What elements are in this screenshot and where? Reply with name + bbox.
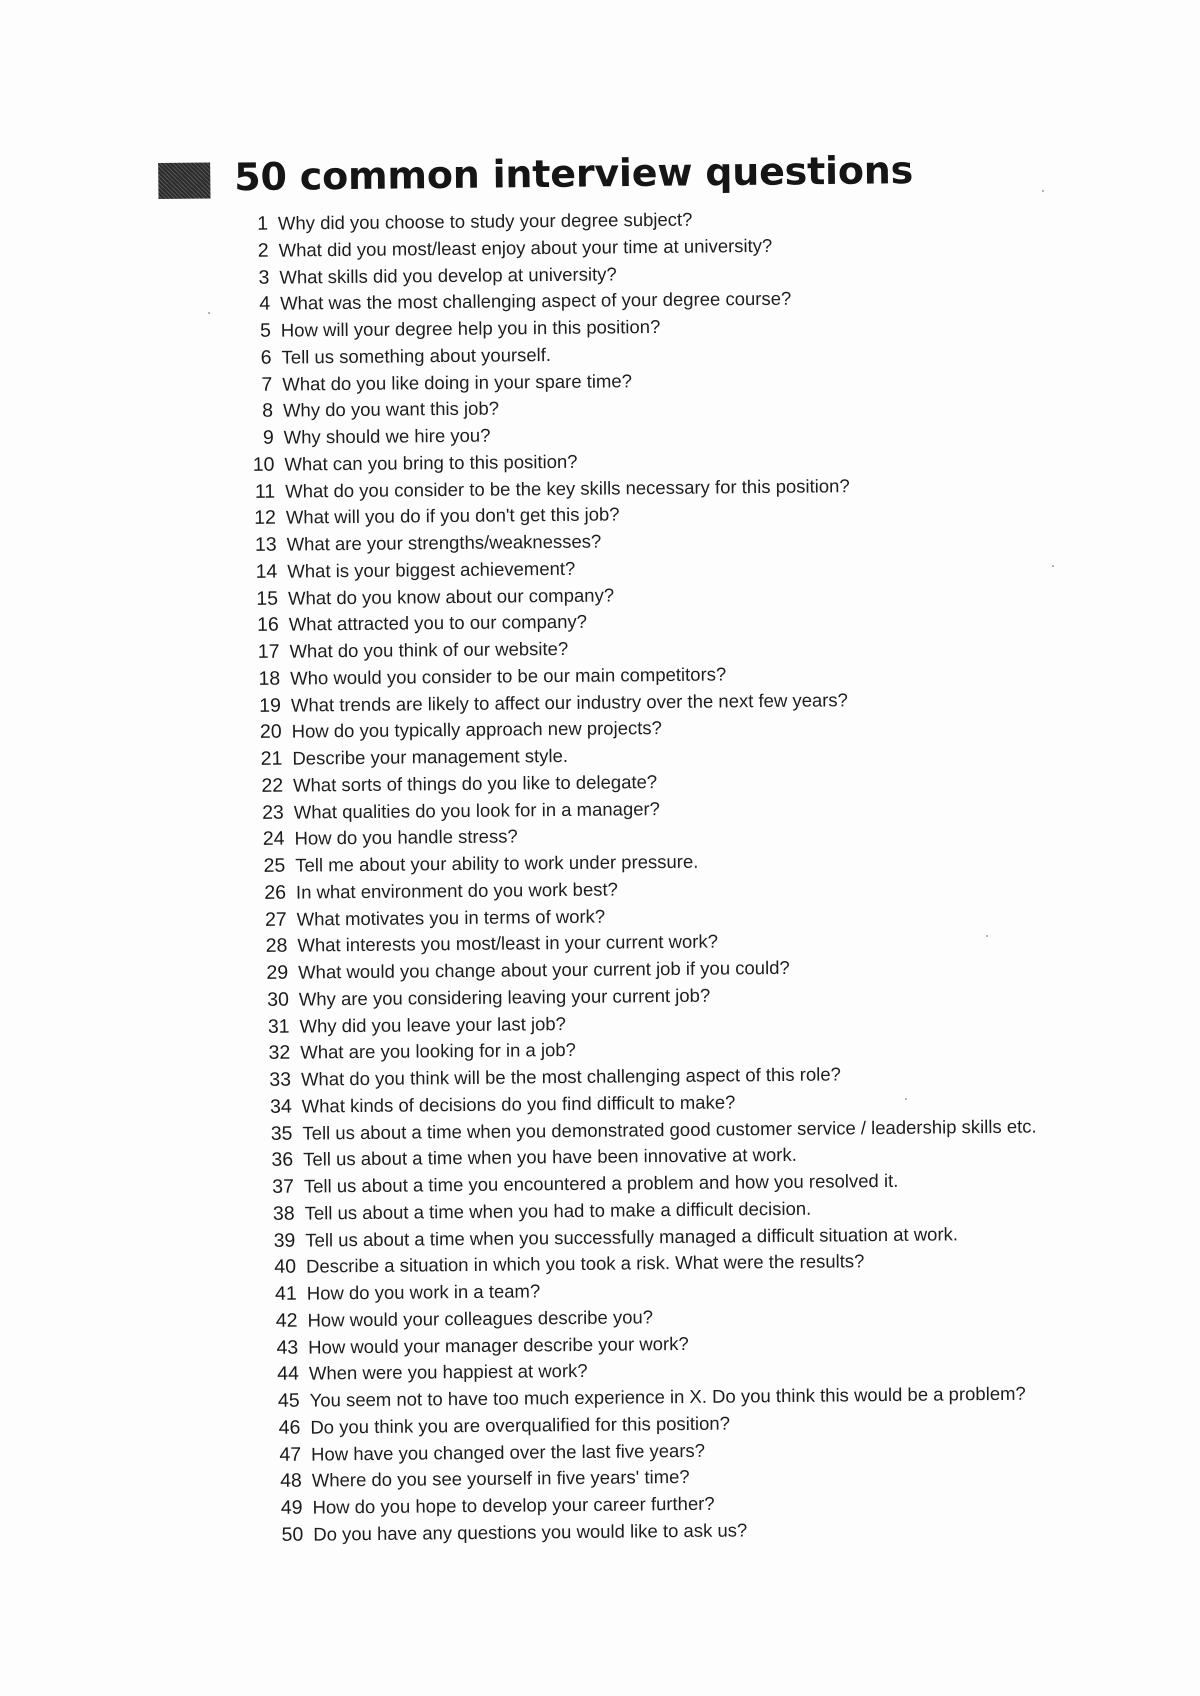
scan-speck [905, 1098, 907, 1100]
question-text: What do you consider to be the key skills necessary for this position? [285, 474, 850, 502]
question-number: 5 [259, 319, 271, 342]
question-number: 9 [262, 426, 274, 449]
question-text: What motivates you in terms of work? [296, 905, 606, 930]
question-text: How have you changed over the last five years? [311, 1439, 706, 1465]
question-number: 31 [267, 1015, 290, 1038]
question-list [234, 208, 1094, 1549]
question-number: 47 [279, 1443, 302, 1466]
page-heading [158, 141, 1059, 210]
question-text: Do you have any questions you would like to ask us? [313, 1519, 748, 1545]
question-number: 4 [259, 292, 271, 316]
question-text: What do you think of our website? [289, 637, 569, 662]
question-text: Describe a situation in which you took a risk. What were the results? [305, 1250, 865, 1277]
question-number: 15 [256, 587, 279, 610]
question-number: 50 [281, 1523, 304, 1546]
question-number: 16 [256, 613, 279, 637]
question-text: Who would you consider to be our main competitors? [290, 663, 727, 689]
question-text: Tell us something about yourself. [281, 343, 552, 368]
question-number: 23 [262, 801, 284, 824]
question-text: What do you like doing in your spare time? [282, 369, 633, 395]
question-text: What would you change about your current job if you could? [298, 956, 790, 983]
question-text: How will your degree help you in this position? [280, 315, 661, 341]
question-number: 46 [278, 1416, 301, 1439]
question-text: Tell us about a time when you successfully managed a difficult situation at work. [305, 1222, 959, 1251]
question-number: 32 [268, 1041, 291, 1065]
question-text: How would your manager describe your work? [308, 1332, 689, 1358]
question-text: Describe your management style. [292, 744, 569, 769]
question-text: How do you handle stress? [294, 825, 518, 849]
question-number: 44 [277, 1362, 300, 1386]
question-number: 49 [280, 1496, 303, 1519]
question-number: 34 [269, 1095, 292, 1118]
question-text: Why do you want this job? [282, 397, 500, 421]
question-text: What interests you most/least in your current work? [297, 930, 719, 956]
question-number: 21 [260, 747, 283, 770]
question-text: How do you work in a team? [306, 1280, 541, 1304]
question-number: 37 [272, 1175, 295, 1198]
question-number: 18 [258, 667, 281, 690]
question-text: What sorts of things do you like to delegate? [293, 770, 658, 796]
question-text: What trends are likely to affect our industry over the next few years? [290, 688, 849, 716]
question-text: Why are you considering leaving your current job? [298, 984, 711, 1010]
question-number: 41 [274, 1282, 297, 1305]
question-text: How do you hope to develop your career further? [312, 1492, 715, 1518]
question-text: In what environment do you work best? [295, 878, 618, 903]
question-text: What are your strengths/weaknesses? [286, 530, 602, 555]
question-number: 24 [262, 827, 285, 851]
question-number: 2 [257, 239, 269, 262]
scan-speck [208, 312, 210, 314]
question-text: When were you happiest at work? [308, 1360, 588, 1384]
question-text: What will you do if you don't get this job? [285, 503, 620, 528]
question-number: 35 [270, 1122, 293, 1145]
question-text: What can you bring to this position? [284, 450, 578, 475]
question-text: Where do you see yourself in five years' time? [311, 1466, 690, 1491]
question-number: 12 [254, 506, 277, 530]
question-number: 25 [263, 854, 286, 877]
question-text: Tell me about your ability to work under pressure. [295, 850, 699, 876]
question-number: 17 [257, 640, 280, 663]
question-text: What do you know about our company? [287, 583, 615, 609]
question-text: What kinds of decisions do you find difficult to make? [301, 1091, 736, 1117]
question-text: What did you most/least enjoy about your time at university? [278, 234, 773, 261]
question-text: Why should we hire you? [283, 424, 491, 448]
question-number: 33 [269, 1068, 292, 1091]
question-text: Do you think you are overqualified for this position? [310, 1412, 731, 1438]
page-title: 50 common interview questions [234, 148, 914, 200]
scan-speck [1042, 190, 1044, 192]
question-text: What qualities do you look for in a manager? [293, 797, 661, 823]
question-text: What are you looking for in a job? [300, 1039, 577, 1063]
scan-speck [1052, 565, 1054, 567]
question-number: 40 [274, 1255, 297, 1279]
question-number: 28 [265, 934, 288, 958]
question-text: Tell us about a time you encountered a problem and how you resolved it. [303, 1169, 899, 1197]
question-text: How do you typically approach new projects? [291, 717, 662, 742]
question-number: 3 [258, 266, 270, 289]
question-number: 11 [254, 480, 276, 503]
question-text: Tell us about a time when you have been innovative at work. [303, 1144, 797, 1170]
question-number: 26 [264, 881, 287, 904]
question-number: 42 [275, 1309, 298, 1332]
question-number: 13 [254, 533, 277, 556]
question-number: 6 [260, 346, 272, 369]
question-number: 43 [276, 1336, 299, 1359]
question-number: 29 [266, 961, 289, 984]
question-text: What was the most challenging aspect of your degree course? [280, 287, 792, 314]
question-number: 20 [259, 720, 282, 744]
scan-speck [986, 935, 988, 937]
question-number: 45 [277, 1389, 300, 1412]
question-number: 1 [257, 212, 269, 235]
question-number: 7 [261, 373, 273, 396]
question-number: 48 [280, 1469, 302, 1493]
question-number: 39 [273, 1229, 296, 1252]
question-number: 30 [267, 988, 289, 1011]
question-text: Tell us about a time when you had to make a difficult decision. [304, 1197, 812, 1224]
question-text: What attracted you to our company? [288, 610, 588, 635]
heading-marker-block [158, 162, 210, 199]
question-number: 8 [262, 399, 274, 423]
question-text: What is your biggest achievement? [287, 557, 576, 582]
question-text: What skills did you develop at university? [279, 262, 617, 288]
question-text: Why did you choose to study your degree subject? [277, 208, 693, 234]
question-number: 14 [255, 560, 278, 583]
question-text: How would your colleagues describe you? [307, 1306, 654, 1331]
question-text: Tell us about a time when you demonstrated good customer service / leadership skills etc. [302, 1115, 1037, 1144]
question-number: 38 [272, 1202, 295, 1225]
question-text: Why did you leave your last job? [299, 1012, 567, 1037]
question-text: What do you think will be the most challenging aspect of this role? [300, 1063, 841, 1090]
question-number: 10 [252, 453, 275, 476]
question-text: You seem not to have too much experience in X. Do you think this would be a problem? [309, 1382, 1026, 1411]
question-number: 19 [259, 694, 282, 717]
question-number: 36 [271, 1148, 294, 1172]
question-number: 27 [264, 908, 287, 931]
question-number: 22 [261, 774, 284, 797]
